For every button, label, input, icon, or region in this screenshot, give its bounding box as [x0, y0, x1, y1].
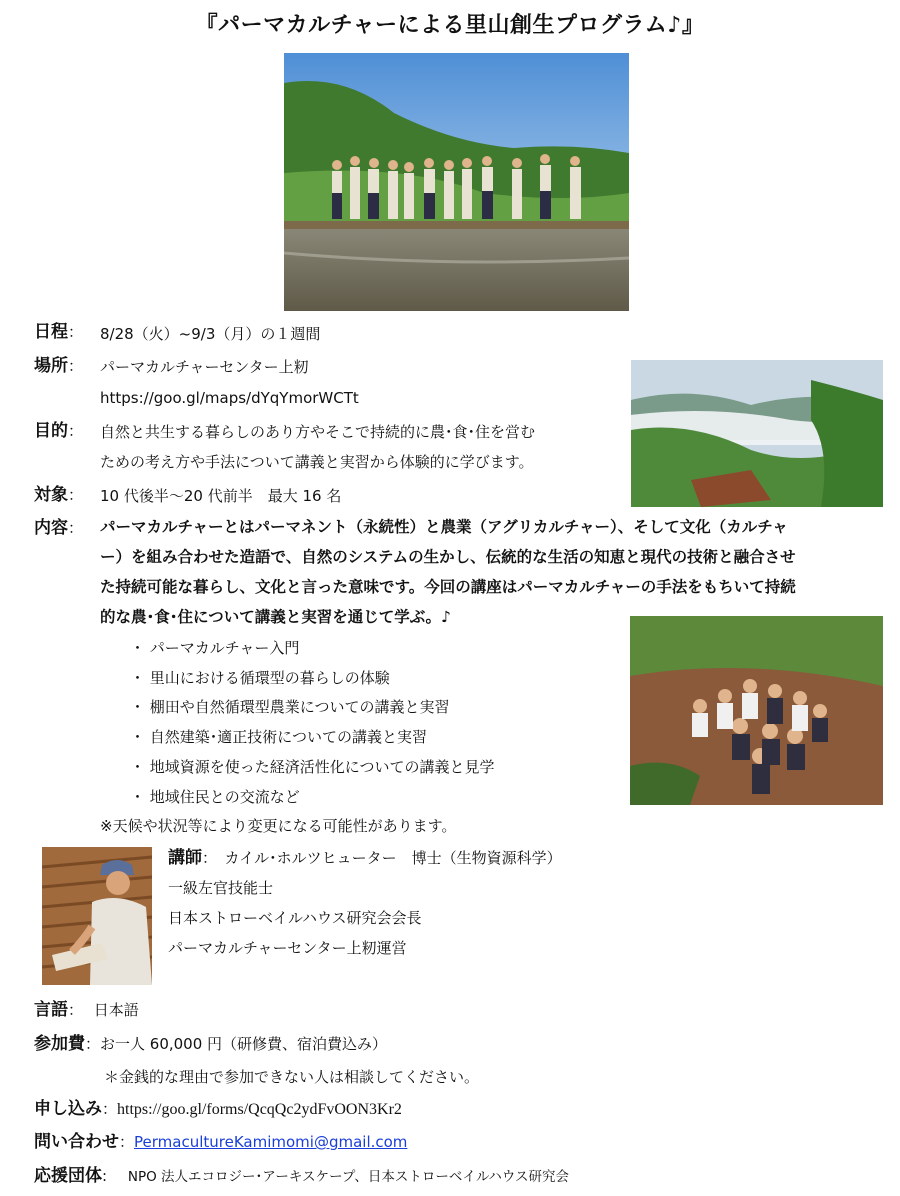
fee-note: ＊金銭的な理由で参加できない人は相談してください。 [104, 1068, 480, 1086]
content-sep: ： [68, 519, 84, 537]
list-item: ・ 自然建築･適正技術についての講義と実習 [130, 728, 427, 747]
location-sep: ： [68, 357, 84, 375]
location-row [34, 356, 83, 376]
schedule-sep: ： [68, 323, 84, 341]
hillside-group-photo [630, 616, 883, 805]
contact-label: 問い合わせ [34, 1132, 119, 1152]
target-row [34, 485, 83, 505]
list-item: ・ 地域資源を使った経済活性化についての講義と見学 [130, 757, 495, 776]
content-line-3: た持続可能な暮らし、文化と言った意味です。今回の講座はパーマカルチャーの手法をもちいて持続 [100, 578, 796, 596]
content-line-2: ー）を組み合わせた造語で、自然のシステムの生かし、伝統的な生活の知恵と現代の技術と融合させ [100, 548, 796, 566]
content-label: 内容 [34, 518, 68, 538]
schedule-value: 8/28（火）~9/3（月）の１週間 [100, 325, 321, 343]
content-row [34, 518, 83, 538]
location-map-link[interactable]: https://goo.gl/maps/dYqYmorWCTt [100, 389, 359, 407]
fee-row [34, 1034, 387, 1054]
apply-sep: ： [102, 1100, 118, 1118]
schedule-row [34, 322, 83, 342]
target-sep: ： [68, 486, 84, 504]
contact-sep: ： [119, 1133, 135, 1151]
lecturer-line-2: 日本ストローベイルハウス研究会会長 [168, 909, 422, 927]
lecturer-line-3: パーマカルチャーセンター上籾運営 [168, 939, 407, 957]
lecturer-line-1: 一級左官技能士 [168, 879, 274, 897]
language-row [34, 1000, 139, 1020]
content-description [100, 512, 870, 632]
target-value: 10 代後半～20 代前半 最大 16 名 [100, 487, 342, 505]
list-item: ・ 里山における循環型の暮らしの体験 [130, 668, 390, 687]
fee-sep: ： [85, 1035, 101, 1053]
purpose-sep: ： [68, 422, 84, 440]
location-label: 場所 [34, 356, 68, 376]
support-label: 応援団体 [34, 1166, 102, 1186]
fee-label: 参加費 [34, 1034, 85, 1054]
lecturer-label: 講師 [168, 848, 202, 868]
purpose-line-1: 自然と共生する暮らしのあり方やそこで持続的に農･食･住を営む [100, 423, 536, 441]
language-value: 日本語 [93, 1001, 139, 1019]
apply-row [34, 1099, 402, 1120]
lecturer-name: カイル･ホルツヒューター 博士（生物資源科学） [224, 849, 562, 867]
lecturer-sep: ： [202, 849, 210, 867]
target-label: 対象 [34, 485, 68, 505]
list-item: ・ パーマカルチャー入門 [130, 639, 300, 657]
purpose-line-2: ための考え方や手法について講義と実習から体験的に学びます。 [100, 453, 534, 471]
support-sep: : [102, 1167, 108, 1185]
contact-email-link[interactable]: PermacultureKamimomi@gmail.com [134, 1133, 408, 1151]
content-line-4: 的な農･食･住について講義と実習を通じて学ぶ。♪ [100, 608, 451, 626]
misty-mountain-photo [631, 360, 883, 507]
content-line-1: パーマカルチャーとはパーマネント（永続性）と農業（アグリカルチャー）、そして文化（カルチャ [100, 518, 788, 536]
list-item: ・ 棚田や自然循環型農業についての講義と実習 [130, 698, 450, 717]
lecturer-block [168, 843, 562, 963]
content-note: ※天候や状況等により変更になる可能性があります。 [100, 817, 457, 835]
location-value: パーマカルチャーセンター上籾 [100, 358, 309, 376]
list-item: ・ 地域住民との交流など [130, 787, 300, 806]
fee-value: お一人 60,000 円（研修費、宿泊費込み） [100, 1035, 388, 1053]
support-value: NPO 法人エコロジー･アーキスケープ、日本ストローベイルハウス研究会 [127, 1169, 569, 1185]
apply-form-link[interactable]: https://goo.gl/forms/QcqQc2ydFvOON3Kr2 [117, 1101, 402, 1118]
support-row [34, 1166, 569, 1187]
language-label: 言語 [34, 1000, 68, 1020]
purpose-label: 目的 [34, 421, 68, 441]
lecturer-photo [42, 847, 152, 985]
language-sep: ： [68, 1001, 84, 1019]
page-title: 『パーマカルチャーによる里山創生プログラム♪』 [195, 13, 705, 38]
content-bullet-list [130, 634, 494, 812]
apply-label: 申し込み [34, 1099, 102, 1119]
group-paddy-photo [284, 53, 629, 311]
schedule-label: 日程 [34, 322, 68, 342]
purpose-row [34, 421, 83, 441]
contact-row [34, 1132, 407, 1152]
